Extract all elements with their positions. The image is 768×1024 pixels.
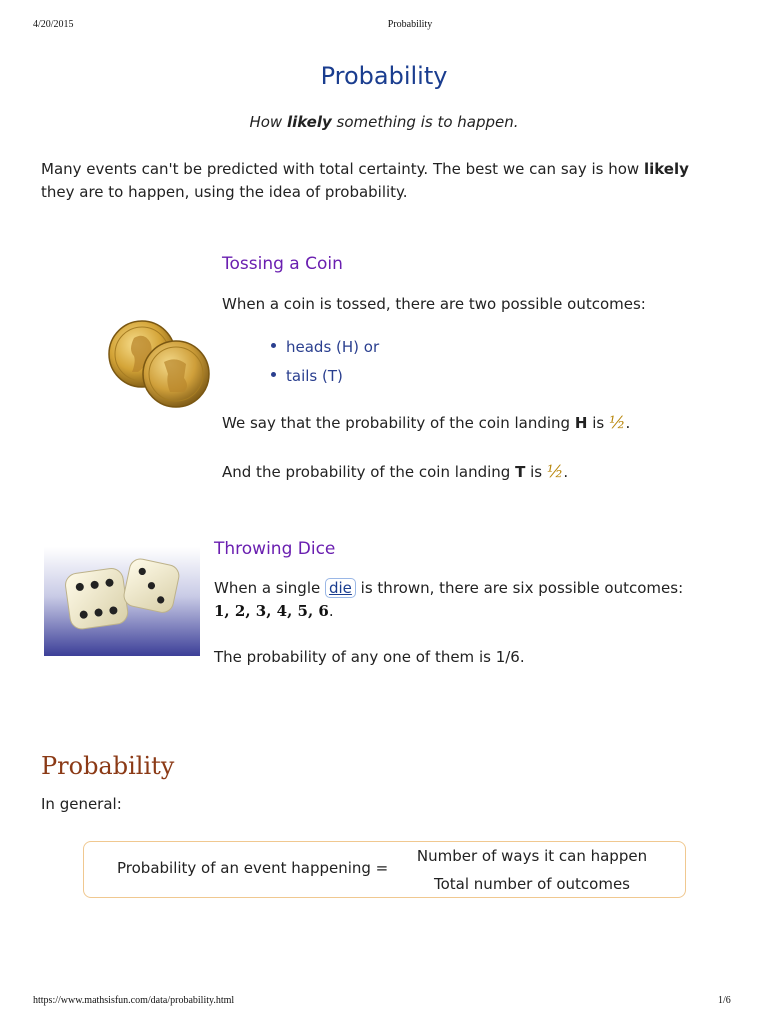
die-link[interactable]: die [325, 578, 356, 598]
text: . [328, 602, 334, 620]
text: is [587, 414, 609, 432]
list-item [271, 338, 379, 356]
intro-text: Many events can't be predicted with total certainty. The best we can say is how [41, 160, 644, 178]
intro-line-1 [41, 158, 741, 181]
footer-url: https://www.mathsisfun.com/data/probability.html [33, 995, 235, 1006]
header-title: Probability [387, 19, 433, 30]
text: And the probability of the coin landing [222, 463, 516, 481]
page-title: Probability [320, 62, 448, 90]
formula-denominator: Total number of outcomes [434, 875, 630, 893]
section-heading: Probability [41, 752, 175, 780]
intro-paragraph [41, 158, 741, 204]
formula-numerator: Number of ways it can happen [416, 847, 648, 865]
footer-page-number: 1/6 [718, 995, 731, 1006]
text: . [563, 463, 569, 481]
bullet-icon [271, 343, 276, 348]
outcomes-list: 1, 2, 3, 4, 5, 6 [214, 602, 329, 620]
formula-box [83, 841, 686, 898]
list-item-text: heads (H) or [286, 338, 380, 356]
tails-letter: T [515, 463, 526, 481]
fraction: ½ [608, 413, 626, 433]
text: . [625, 414, 631, 432]
dice-heading: Throwing Dice [214, 539, 336, 559]
dice-probability: The probability of any one of them is 1/6. [214, 648, 525, 666]
coin-heads-probability [222, 412, 630, 435]
coin-text: When a coin is tossed, there are two possible outcomes: [222, 295, 646, 313]
heads-letter: H [574, 414, 588, 432]
text: When a single [214, 579, 325, 597]
text: is thrown, there are six possible outcomes: [355, 579, 684, 597]
coin-heading: Tossing a Coin [222, 254, 343, 274]
fraction: ½ [546, 462, 564, 482]
bullet-icon [271, 372, 276, 377]
coins-image [104, 316, 212, 411]
text: We say that the probability of the coin landing [222, 414, 575, 432]
in-general-text: In general: [41, 795, 122, 813]
subtitle-text: How [249, 113, 287, 131]
intro-line-2: they are to happen, using the idea of probability. [41, 183, 408, 201]
intro-bold: likely [643, 160, 689, 178]
dice-paragraph [214, 577, 734, 623]
dice-outcomes [214, 600, 734, 623]
subtitle-bold: likely [286, 113, 332, 131]
page-subtitle [0, 113, 768, 131]
dice-line-1 [214, 577, 734, 600]
header-date: 4/20/2015 [33, 19, 74, 30]
formula-left: Probability of an event happening = [117, 859, 389, 877]
list-item [271, 367, 343, 385]
coin-tails-probability [222, 461, 568, 484]
text: is [525, 463, 547, 481]
list-item-text: tails (T) [286, 367, 343, 385]
subtitle-text-end: something is to happen. [331, 113, 519, 131]
dice-image [44, 547, 200, 656]
